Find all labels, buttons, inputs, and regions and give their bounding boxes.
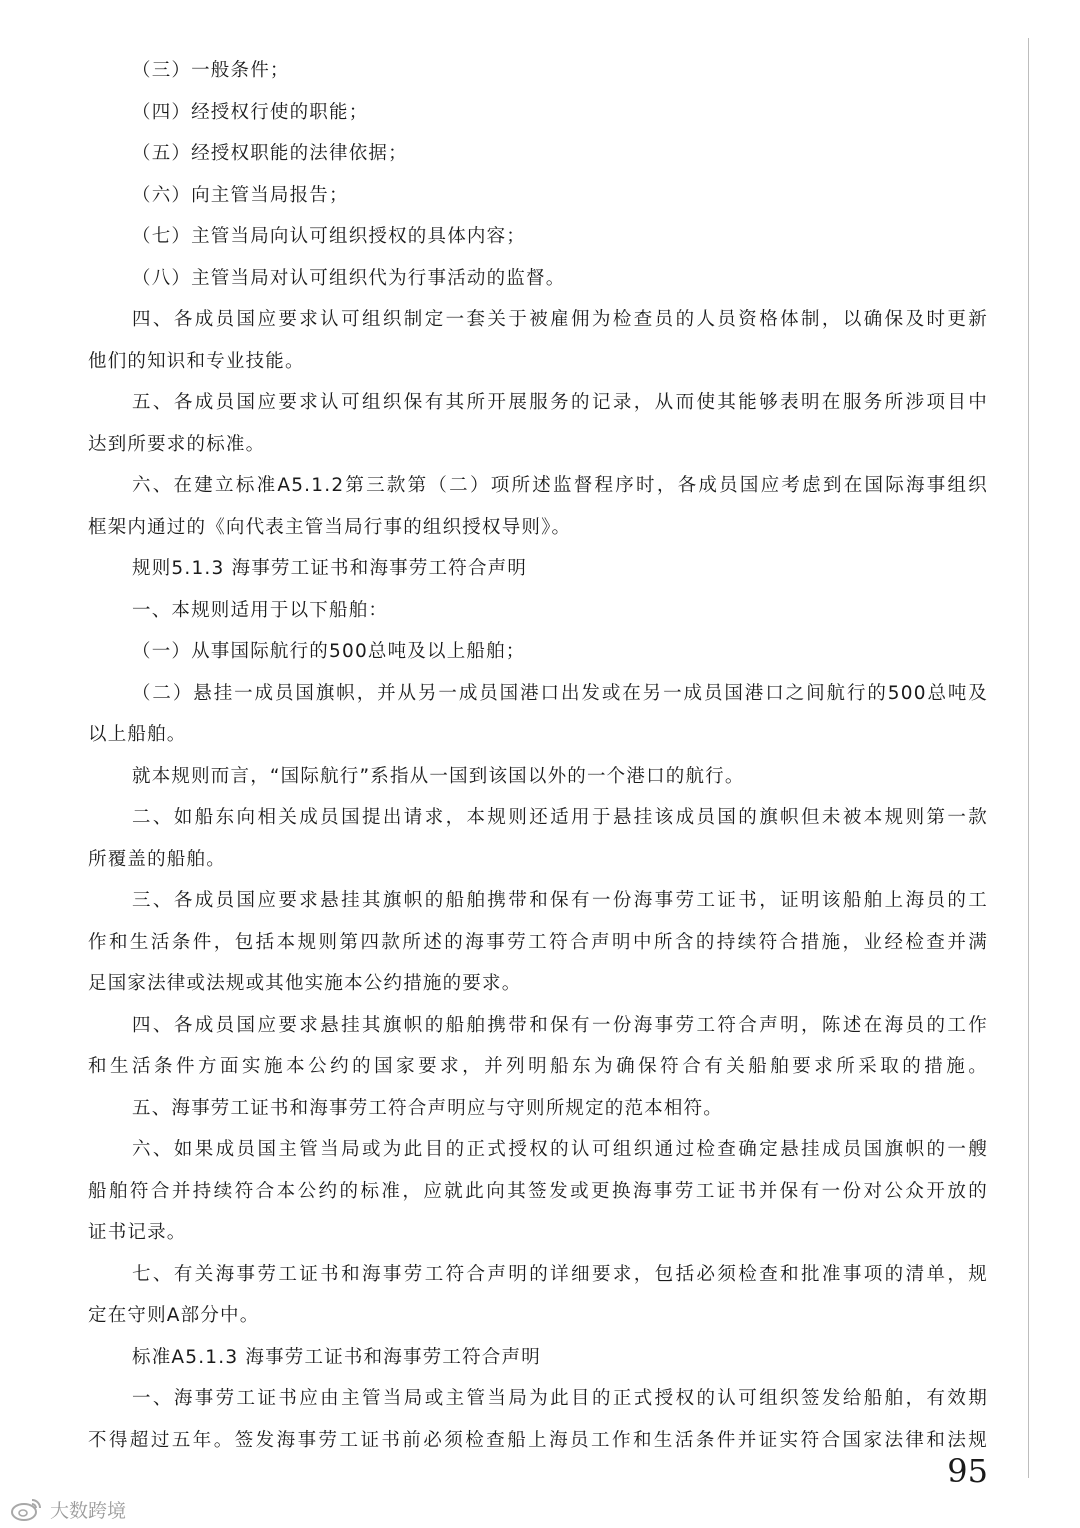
text-line: 证书记录。 <box>88 1222 187 1243</box>
text-line: 达到所要求的标准。 <box>88 434 266 455</box>
watermark <box>10 1494 126 1524</box>
text-line: 就本规则而言，“国际航行”系指从一国到该国以外的一个港口的航行。 <box>132 766 745 787</box>
text-line: 一、海事劳工证书应由主管当局或主管当局为此目的正式授权的认可组织签发给船舶，有效期 <box>132 1388 988 1409</box>
text-line: （六）向主管当局报告； <box>132 185 349 206</box>
text-line: 所覆盖的船舶。 <box>88 849 226 870</box>
weibo-logo-icon <box>10 1496 44 1522</box>
text-line: 六、在建立标准A5.1.2第三款第（二）项所述监督程序时，各成员国应考虑到在国际海事组织 <box>132 475 988 496</box>
text-line: 定在守则A部分中。 <box>88 1305 260 1326</box>
text-line: 七、有关海事劳工证书和海事劳工符合声明的详细要求，包括必须检查和批准事项的清单，规 <box>132 1264 988 1285</box>
text-line: （一）从事国际航行的500总吨及以上船舶； <box>132 641 526 662</box>
text-line: 和生活条件方面实施本公约的国家要求，并列明船东为确保符合有关船舶要求所采取的措施。 <box>88 1056 988 1077</box>
text-line: 船舶符合并持续符合本公约的标准，应就此向其签发或更换海事劳工证书并保有一份对公众开放的 <box>88 1181 988 1202</box>
watermark-text: 大数跨境 <box>50 1499 127 1522</box>
text-line: （四）经授权行使的职能； <box>132 102 369 123</box>
text-line: 三、各成员国应要求悬挂其旗帜的船舶携带和保有一份海事劳工证书，证明该船舶上海员的工 <box>132 890 988 911</box>
page-edge-rule <box>1028 38 1029 1478</box>
text-line: 他们的知识和专业技能。 <box>88 351 305 372</box>
text-line: 框架内通过的《向代表主管当局行事的组织授权导则》。 <box>88 517 572 538</box>
text-line: 五、海事劳工证书和海事劳工符合声明应与守则所规定的范本相符。 <box>132 1098 724 1119</box>
text-line: 一、本规则适用于以下船舶： <box>132 600 389 621</box>
text-line: （三）一般条件； <box>132 60 290 81</box>
page-number: 95 <box>947 1452 988 1490</box>
text-line: 不得超过五年。签发海事劳工证书前必须检查船上海员工作和生活条件并证实符合国家法律和法规 <box>88 1430 988 1451</box>
text-line: 以上船舶。 <box>88 724 187 745</box>
text-line: 四、各成员国应要求认可组织制定一套关于被雇佣为检查员的人员资格体制，以确保及时更新 <box>132 309 988 330</box>
text-line: （七）主管当局向认可组织授权的具体内容； <box>132 226 527 247</box>
text-line: 标准A5.1.3 海事劳工证书和海事劳工符合声明 <box>132 1347 541 1368</box>
text-line: 二、如船东向相关成员国提出请求，本规则还适用于悬挂该成员国的旗帜但未被本规则第一款 <box>132 807 988 828</box>
text-line: （五）经授权职能的法律依据； <box>132 143 408 164</box>
text-line: 作和生活条件，包括本规则第四款所述的海事劳工符合声明中所含的持续符合措施，业经检查并满 <box>88 932 988 953</box>
text-line: 六、如果成员国主管当局或为此目的正式授权的认可组织通过检查确定悬挂成员国旗帜的一艘 <box>132 1139 988 1160</box>
text-line: 四、各成员国应要求悬挂其旗帜的船舶携带和保有一份海事劳工符合声明，陈述在海员的工作 <box>132 1015 988 1036</box>
text-line: 五、各成员国应要求认可组织保有其所开展服务的记录，从而使其能够表明在服务所涉项目中 <box>132 392 988 413</box>
text-line: 规则5.1.3 海事劳工证书和海事劳工符合声明 <box>132 558 528 579</box>
text-line: 足国家法律或法规或其他实施本公约措施的要求。 <box>88 973 522 994</box>
text-line: （八）主管当局对认可组织代为行事活动的监督。 <box>132 268 566 289</box>
text-line: （二）悬挂一成员国旗帜，并从另一成员国港口出发或在另一成员国港口之间航行的500总吨及 <box>132 683 988 704</box>
